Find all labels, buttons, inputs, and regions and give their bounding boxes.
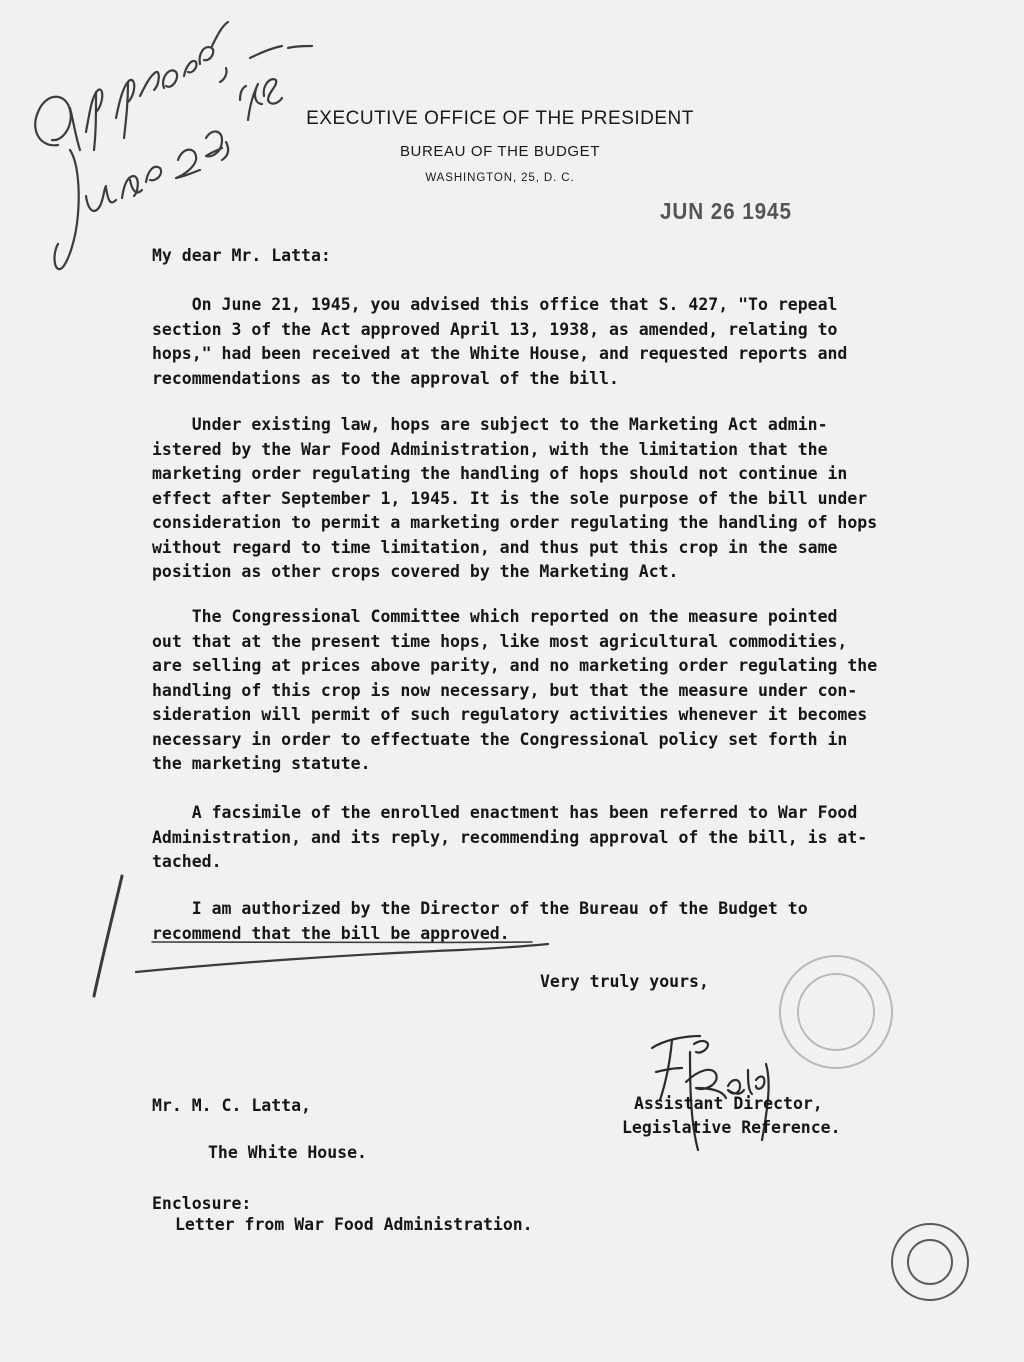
paragraph-line: Under existing law, hops are subject to the Marketing Act admin- [152, 415, 828, 434]
paragraph-line: recommendations as to the approval of the bill. [152, 368, 619, 388]
paragraph-line: Administration, and its reply, recommending approval of the bill, is at- [152, 827, 868, 847]
paragraph-line: handling of this crop is now necessary, but that the measure under con- [152, 680, 858, 700]
paragraph-line: On June 21, 1945, you advised this office that S. 427, "To repeal [152, 295, 838, 314]
paragraph-line: out that at the present time hops, like most agricultural commodities, [152, 631, 848, 651]
paragraph-line: istered by the War Food Administration, with the limitation that the [152, 439, 828, 459]
date-received-stamp: JUN 26 1945 [660, 198, 792, 224]
paragraph-line: A facsimile of the enrolled enactment has been referred to War Food [152, 803, 858, 822]
paragraph-line: marketing order regulating the handling of hops should not continue in [152, 464, 848, 483]
paragraph-line: recommend that the bill be approved. [152, 923, 510, 943]
paragraph-line: hops," had been received at the White House, and requested reports and [152, 344, 848, 363]
paragraph-line: tached. [152, 852, 222, 871]
paragraph-line: are selling at prices above parity, and no marketing order regulating the [152, 656, 878, 675]
paragraph-line: effect after September 1, 1945. It is the sole purpose of the bill under [152, 488, 868, 508]
paragraph-line: without regard to time limitation, and thus put this crop in the same [152, 537, 838, 557]
signer-title-line-2: Legislative Reference. [622, 1118, 841, 1137]
paragraph-line: position as other crops covered by the Marketing Act. [152, 562, 679, 581]
enclosure-label: Enclosure: [152, 1194, 252, 1213]
addressee-name: Mr. M. C. Latta, [152, 1096, 311, 1115]
letterhead-office: EXECUTIVE OFFICE OF THE PRESIDENT [306, 108, 694, 129]
letterhead-bureau: BUREAU OF THE BUDGET [399, 143, 601, 160]
paragraph-line: necessary in order to effectuate the Congressional policy set forth in [152, 729, 848, 749]
letterhead-address: WASHINGTON, 25, D. C. [425, 172, 575, 184]
addressee-location: The White House. [208, 1143, 367, 1162]
paragraph-line: sideration will permit of such regulatory activities whenever it becomes [152, 705, 868, 724]
paragraph-line: consideration to permit a marketing order regulating the handling of hops [152, 513, 878, 532]
paragraph-line: the marketing statute. [152, 754, 371, 773]
salutation: My dear Mr. Latta: [152, 246, 331, 265]
closing: Very truly yours, [540, 972, 709, 991]
paragraph-line: section 3 of the Act approved April 13, 1938, as amended, relating to [152, 319, 838, 339]
paragraph-line: I am authorized by the Director of the Bureau of the Budget to [152, 899, 808, 918]
signer-title-line-1: Assistant Director, [634, 1094, 823, 1113]
enclosure-item: Letter from War Food Administration. [175, 1215, 533, 1234]
paragraph-line: The Congressional Committee which reported on the measure pointed [152, 607, 838, 626]
